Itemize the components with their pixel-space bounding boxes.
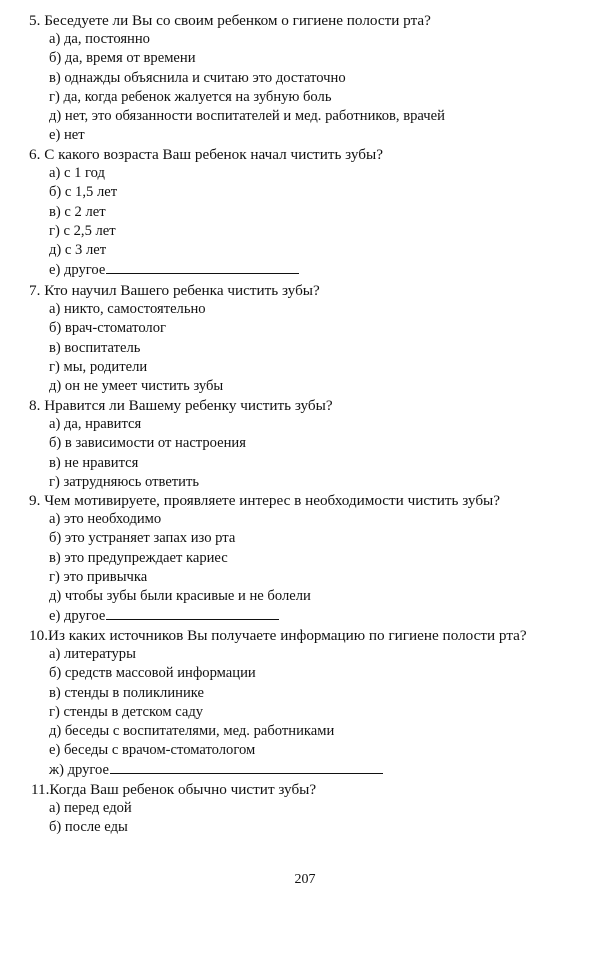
answer-option bbox=[49, 645, 136, 664]
answer-option bbox=[49, 49, 196, 68]
answer-option bbox=[49, 606, 279, 626]
answer-option bbox=[49, 587, 311, 606]
answer-option-text: б) после еды bbox=[49, 819, 128, 836]
answer-option-text: в) стенды в поликлинике bbox=[49, 684, 204, 701]
answer-option-text: в) с 2 лет bbox=[49, 203, 106, 220]
answer-option bbox=[49, 684, 204, 703]
answer-option bbox=[49, 434, 246, 453]
answer-option-text: г) стенды в детском саду bbox=[49, 703, 204, 720]
answer-option bbox=[49, 300, 206, 319]
answer-option bbox=[49, 549, 228, 568]
answer-option-text: б) это устраняет запах изо рта bbox=[49, 530, 236, 547]
question-5: 5. Беседуете ли Вы со своим ребенком о гигиене полости рта? bbox=[29, 12, 431, 29]
answer-option bbox=[49, 454, 138, 473]
answer-option bbox=[49, 568, 147, 587]
answer-option bbox=[49, 799, 132, 818]
answer-option-text: в) не нравится bbox=[49, 454, 139, 471]
answer-option-text: д) он не умеет чистить зубы bbox=[49, 378, 224, 394]
answer-option-text: а) никто, самостоятельно bbox=[49, 301, 206, 318]
answer-option bbox=[49, 473, 199, 492]
page-number: 207 bbox=[294, 872, 316, 887]
answer-option bbox=[49, 126, 85, 145]
answer-option-text: е) беседы с врачом-стоматологом bbox=[49, 742, 256, 759]
answer-option-text: б) средств массовой информации bbox=[49, 665, 256, 682]
answer-option-text: а) с 1 год bbox=[49, 165, 105, 182]
question-10: 10.Из каких источников Вы получаете информацию по гигиене полости рта? bbox=[29, 627, 527, 644]
answer-option-text: б) врач-стоматолог bbox=[49, 320, 166, 337]
answer-option bbox=[49, 377, 223, 396]
answer-option bbox=[49, 222, 116, 241]
answer-option bbox=[49, 319, 166, 338]
answer-option-text: в) однажды объяснила и считаю это достаточно bbox=[49, 69, 346, 86]
answer-option bbox=[49, 88, 331, 107]
answer-option-text: а) да, нравится bbox=[49, 416, 142, 433]
answer-option bbox=[49, 203, 106, 222]
answer-option bbox=[49, 818, 128, 837]
fill-in-blank-line bbox=[106, 606, 279, 620]
answer-option bbox=[49, 260, 299, 280]
answer-option-text: а) перед едой bbox=[49, 800, 132, 817]
answer-option bbox=[49, 107, 445, 126]
question-7: 7. Кто научил Вашего ребенка чистить зубы? bbox=[29, 282, 320, 299]
answer-option bbox=[49, 722, 334, 741]
answer-option bbox=[49, 760, 383, 780]
answer-option bbox=[49, 358, 147, 377]
answer-option-text: а) да, постоянно bbox=[49, 31, 150, 48]
answer-option bbox=[49, 741, 255, 760]
answer-option-text: г) затрудняюсь ответить bbox=[49, 473, 200, 490]
answer-option bbox=[49, 183, 117, 202]
answer-option-text: д) чтобы зубы были красивые и не болели bbox=[49, 588, 311, 604]
answer-option-text: г) мы, родители bbox=[49, 358, 148, 375]
answer-option-text: ж) другое bbox=[49, 762, 109, 779]
answer-option-text: в) воспитатель bbox=[49, 339, 141, 356]
answer-option bbox=[49, 241, 106, 260]
question-6: 6. С какого возраста Ваш ребенок начал чистить зубы? bbox=[29, 146, 383, 163]
answer-option bbox=[49, 510, 161, 529]
answer-option bbox=[49, 164, 105, 183]
answer-option bbox=[49, 529, 235, 548]
answer-option-text: е) нет bbox=[49, 127, 85, 144]
answer-option-text: в) это предупреждает кариес bbox=[49, 549, 228, 566]
answer-option-text: д) с 3 лет bbox=[49, 242, 107, 258]
answer-option bbox=[49, 30, 150, 49]
answer-option-text: г) это привычка bbox=[49, 568, 148, 585]
answer-option bbox=[49, 664, 256, 683]
answer-option-text: г) с 2,5 лет bbox=[49, 222, 116, 239]
answer-option-text: б) с 1,5 лет bbox=[49, 184, 118, 201]
answer-option-text: д) беседы с воспитателями, мед. работниками bbox=[49, 723, 335, 739]
answer-option-text: а) это необходимо bbox=[49, 511, 162, 528]
answer-option-text: б) да, время от времени bbox=[49, 50, 196, 67]
fill-in-blank-line bbox=[110, 760, 383, 774]
answer-option-text: е) другое bbox=[49, 608, 106, 625]
fill-in-blank-line bbox=[106, 260, 299, 274]
answer-option-text: г) да, когда ребенок жалуется на зубную боль bbox=[49, 88, 332, 105]
answer-option-text: а) литературы bbox=[49, 646, 136, 663]
question-8: 8. Нравится ли Вашему ребенку чистить зубы? bbox=[29, 397, 333, 414]
question-9: 9. Чем мотивируете, проявляете интерес в необходимости чистить зубы? bbox=[29, 492, 500, 509]
question-11: 11.Когда Ваш ребенок обычно чистит зубы? bbox=[31, 781, 317, 798]
answer-option-text: б) в зависимости от настроения bbox=[49, 435, 246, 452]
answer-option bbox=[49, 415, 141, 434]
answer-option bbox=[49, 339, 140, 358]
answer-option bbox=[49, 703, 203, 722]
answer-option bbox=[49, 69, 346, 88]
answer-option-text: д) нет, это обязанности воспитателей и мед. работников, врачей bbox=[49, 108, 445, 124]
answer-option-text: е) другое bbox=[49, 262, 106, 279]
